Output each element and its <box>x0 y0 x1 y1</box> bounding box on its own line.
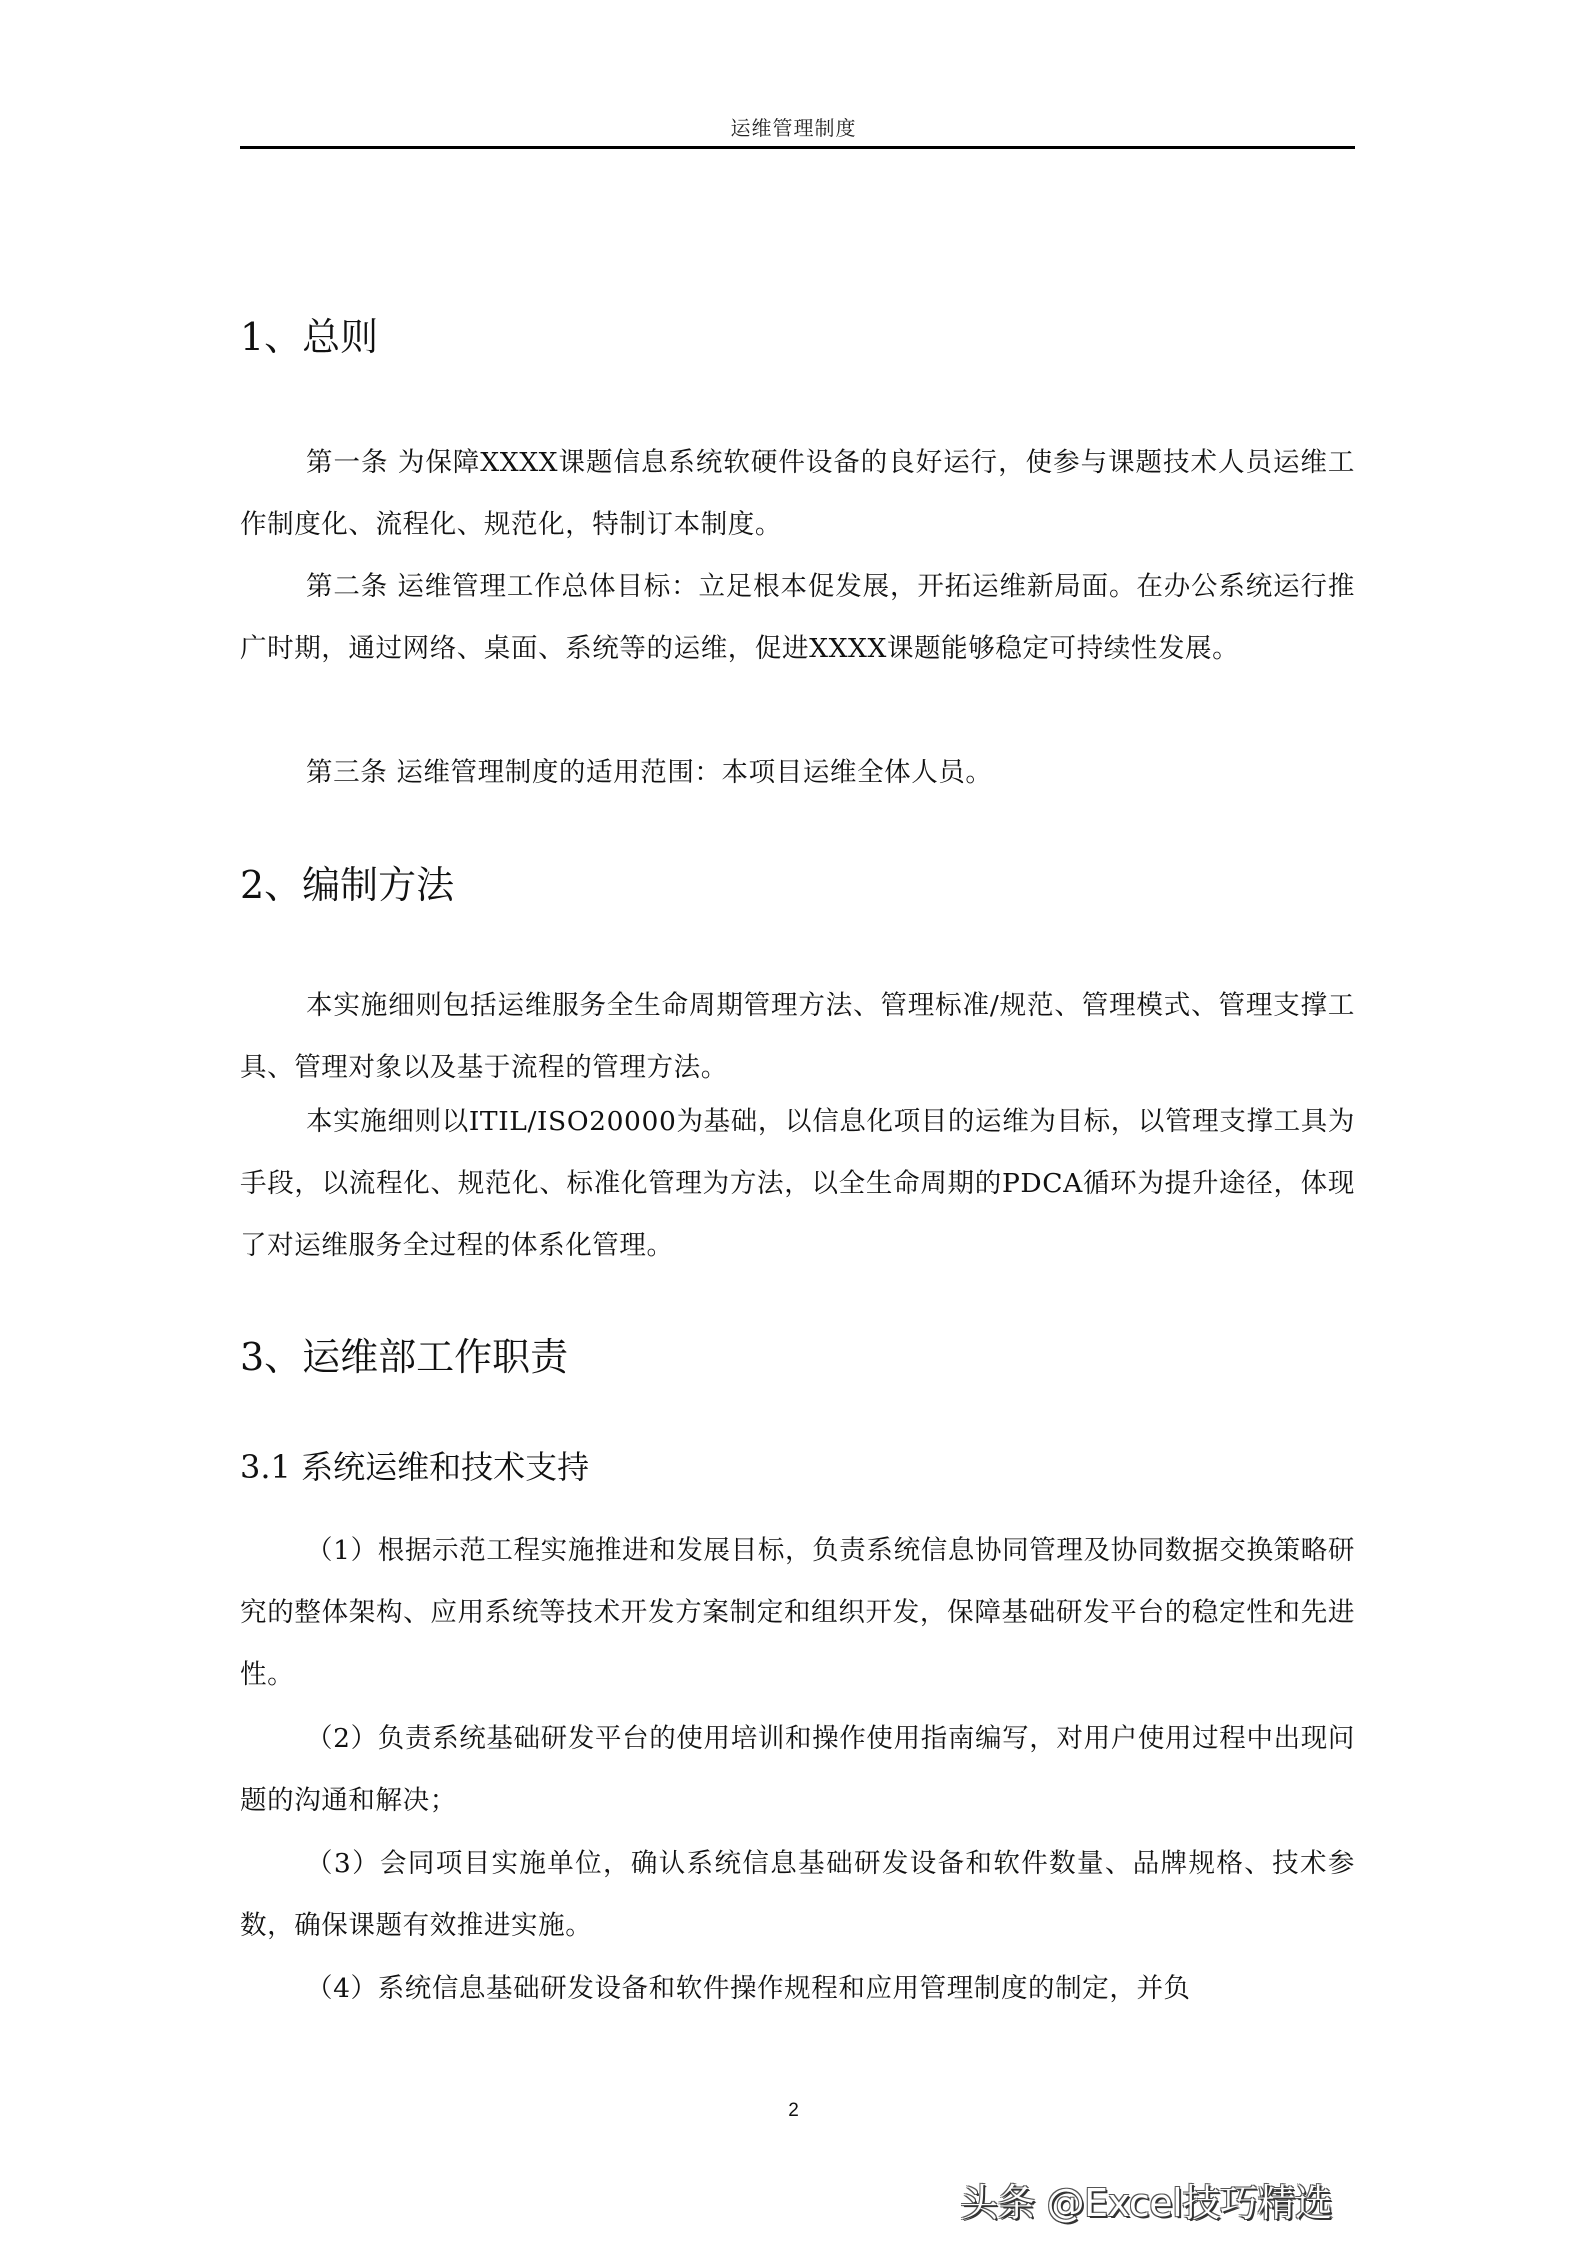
header-rule <box>240 146 1355 149</box>
paragraph-article-1: 第一条 为保障XXXX课题信息系统软硬件设备的良好运行，使参与课题技术人员运维工作制度化、流程化、规范化，特制订本制度。 <box>240 447 1355 540</box>
paragraph-duty-1: （1）根据示范工程实施推进和发展目标，负责系统信息协同管理及协同数据交换策略研究的整体架构、应用系统等技术开发方案制定和组织开发，保障基础研发平台的稳定性和先进性。 <box>240 1535 1355 1690</box>
paragraph-article-3: 第三条 运维管理制度的适用范围：本项目运维全体人员。 <box>306 757 993 788</box>
subsection-heading-system-ops: 3.1 系统运维和技术支持 <box>240 1448 590 1486</box>
paragraph-duty-3: （3）会同项目实施单位，确认系统信息基础研发设备和软件数量、品牌规格、技术参数，确保课题有效推进实施。 <box>240 1848 1355 1941</box>
paragraph-methods-2: 本实施细则以ITIL/ISO20000为基础，以信息化项目的运维为目标，以管理支撑工具为手段，以流程化、规范化、标准化管理为方法，以全生命周期的PDCA循环为提升途径，体现了对运维服务全过程的体系化管理。 <box>240 1106 1355 1261</box>
paragraph-methods-1: 本实施细则包括运维服务全生命周期管理方法、管理标准/规范、管理模式、管理支撑工具、管理对象以及基于流程的管理方法。 <box>240 990 1355 1083</box>
paragraph-duty-2: （2）负责系统基础研发平台的使用培训和操作使用指南编写，对用户使用过程中出现问题的沟通和解决； <box>240 1723 1355 1816</box>
watermark: 头条 @Excel技巧精选 <box>960 2181 1333 2225</box>
paragraph-article-2: 第二条 运维管理工作总体目标：立足根本促发展，开拓运维新局面。在办公系统运行推广时期，通过网络、桌面、系统等的运维，促进XXXX课题能够稳定可持续性发展。 <box>240 571 1355 664</box>
paragraph-duty-4: （4）系统信息基础研发设备和软件操作规程和应用管理制度的制定，并负 <box>306 1973 1191 2004</box>
section-heading-methods: 2、编制方法 <box>240 863 455 907</box>
section-heading-general: 1、总则 <box>240 315 379 359</box>
page-header-title: 运维管理制度 <box>730 116 857 140</box>
section-heading-responsibilities: 3、运维部工作职责 <box>240 1335 569 1379</box>
page-number: 2 <box>788 2100 799 2121</box>
